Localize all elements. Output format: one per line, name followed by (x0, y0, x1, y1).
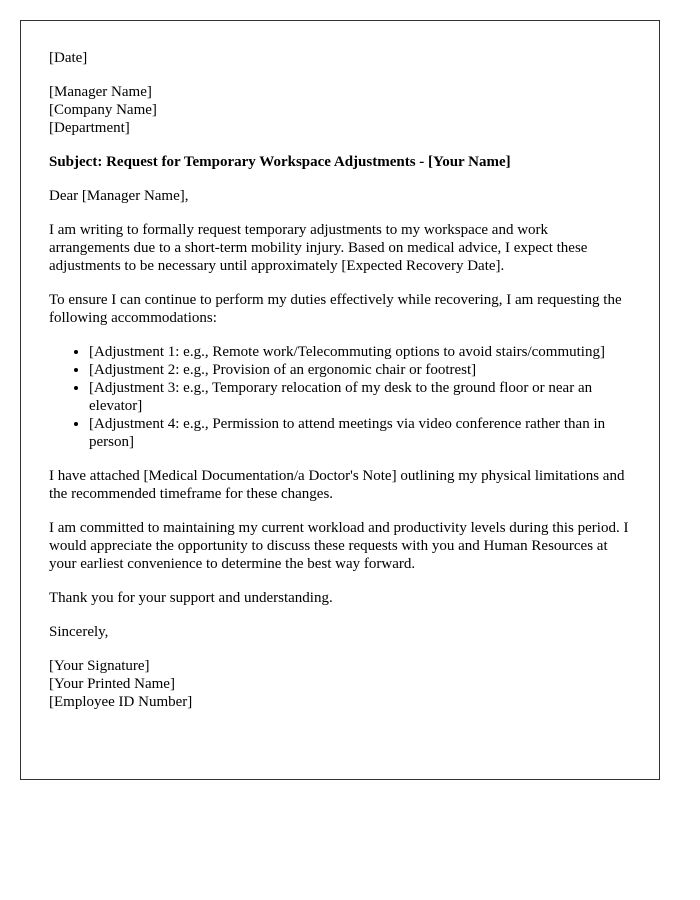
manager-name: [Manager Name] (49, 84, 152, 100)
date-line (49, 49, 631, 67)
intro-paragraph: I am writing to formally request temporary adjustments to my workspace and work arrangements due to a short-term mobility injury. Based on medical advice, I expect these adjustments to be necessary until approximately [Expected Recovery Date]. (49, 222, 588, 274)
signature-block (49, 657, 631, 711)
documentation-paragraph: I have attached [Medical Documentation/a Doctor's Note] outlining my physical limitations and the recommended timeframe for these changes. (49, 468, 625, 502)
letter-document (20, 20, 660, 780)
printed-name: [Your Printed Name] (49, 676, 175, 692)
list-item: • [Adjustment 4: e.g., Permission to attend meetings via video conference rather than in person] (89, 415, 631, 451)
signoff: Sincerely, (49, 624, 109, 640)
signature: [Your Signature] (49, 658, 150, 674)
adjustments-list (49, 343, 631, 451)
employee-id: [Employee ID Number] (49, 694, 193, 710)
subject-line: Subject: Request for Temporary Workspace Adjustments - [Your Name] (49, 154, 511, 170)
commitment-paragraph: I am committed to maintaining my current workload and productivity levels during this period. I would appreciate the opportunity to discuss these requests with you and Human Resources at your earliest convenience to determine the best way forward. (49, 520, 629, 572)
recipient-block (49, 83, 631, 137)
department: [Department] (49, 120, 130, 136)
thank-you-paragraph: Thank you for your support and understanding. (49, 590, 333, 606)
list-item: • [Adjustment 1: e.g., Remote work/Telecommuting options to avoid stairs/commuting] (89, 343, 631, 361)
salutation: Dear [Manager Name], (49, 188, 189, 204)
company-name: [Company Name] (49, 102, 157, 118)
list-item: • [Adjustment 2: e.g., Provision of an ergonomic chair or footrest] (89, 361, 631, 379)
date: [Date] (49, 50, 88, 66)
list-item: • [Adjustment 3: e.g., Temporary relocation of my desk to the ground floor or near an elevator] (89, 379, 631, 415)
accommodations-intro-paragraph: To ensure I can continue to perform my duties effectively while recovering, I am requesting the following accommodations: (49, 292, 622, 326)
